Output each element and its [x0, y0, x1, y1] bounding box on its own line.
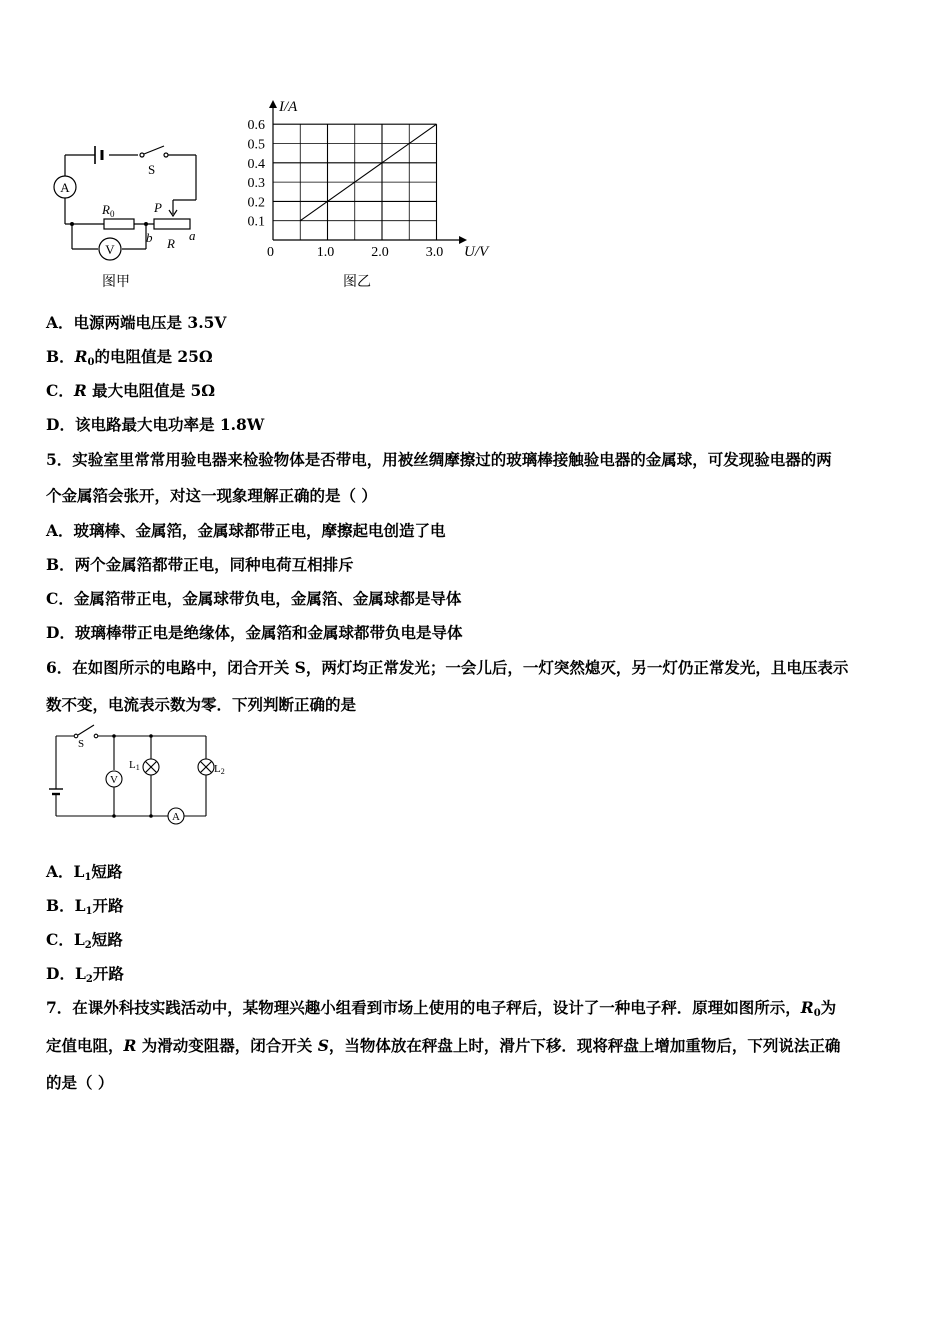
q6-option-b: B．$L_1$开路	[46, 896, 124, 917]
q6-circuit-figure	[44, 722, 234, 832]
q5-option-a: A．玻璃棒、金属箔，金属球都带正电，摩擦起电创造了电	[46, 521, 446, 540]
x-axis-arrow	[459, 236, 467, 244]
end-b-label: b	[146, 230, 153, 245]
y-tick-label: 0.3	[247, 176, 265, 192]
q4-option-d: D．该电路最大电功率是 1.8W	[46, 415, 265, 434]
y-tick-label: 0.2	[247, 195, 265, 211]
ammeter-label: A	[60, 180, 70, 195]
q6-lamp1-label: L1	[129, 759, 140, 772]
end-a-label: a	[189, 228, 196, 243]
q5-stem-line2: 个金属箔会张开，对这一现象理解正确的是（ ）	[46, 486, 377, 505]
q6-stem-line2: 数不变，电流表示数为零．下列判断正确的是	[46, 695, 357, 714]
q6-lamp2-label: L2	[214, 763, 225, 776]
slider-label: P	[154, 200, 162, 215]
q5-option-b: B．两个金属箔都带正电，同种电荷互相排斥	[46, 555, 354, 574]
q5-stem-line1: 5．实验室里常常用验电器来检验物体是否带电，用被丝绸摩擦过的玻璃棒接触验电器的金属球，可发现验电器的两	[46, 450, 832, 469]
iu-series-line	[300, 124, 436, 221]
figure-yi-caption: 图乙	[343, 274, 371, 290]
r0-label: $R_0$	[102, 202, 115, 219]
y-tick-label: 0.1	[247, 214, 265, 230]
q6-voltmeter-label: V	[110, 774, 118, 786]
origin-label: 0	[267, 245, 274, 260]
q5-option-d: D．玻璃棒带正电是绝缘体，金属箔和金属球都带负电是导体	[46, 623, 463, 642]
switch-label: S	[148, 162, 156, 177]
q4-option-b: B．$R_0$的电阻值是 25Ω	[46, 347, 213, 368]
x-tick-label: 2.0	[371, 245, 389, 260]
q4-option-c: C．R 最大电阻值是 5Ω	[46, 381, 216, 400]
q6-ammeter-label: A	[172, 811, 180, 823]
q4-option-a: A．电源两端电压是 3.5V	[46, 313, 227, 332]
q6-option-d: D．$L_2$开路	[46, 964, 124, 985]
rheostat-label: R	[167, 236, 175, 251]
q7-stem-line1: 7．在课外科技实践活动中，某物理兴趣小组看到市场上使用的电子秤后，设计了一种电子秤．原理如图所示，$R_0$为	[46, 998, 837, 1019]
x-tick-label: 1.0	[316, 245, 335, 260]
circuit-figure-jia	[40, 130, 220, 300]
x-tick-label: 3.0	[425, 245, 444, 260]
voltmeter-label: V	[105, 242, 115, 257]
iu-graph-figure-yi	[235, 90, 505, 300]
x-axis-label: U/V	[464, 244, 489, 260]
q6-switch-label: S	[78, 738, 85, 750]
figure-jia-caption: 图甲	[102, 274, 130, 290]
q7-stem-line3: 的是（ ）	[46, 1073, 114, 1092]
q7-stem-line2: 定值电阻，R 为滑动变阻器，闭合开关 S，当物体放在秤盘上时，滑片下移．现将秤盘上增加重物后，下列说法正确	[46, 1036, 841, 1055]
y-axis-label: I/A	[279, 99, 298, 115]
y-tick-label: 0.5	[247, 137, 265, 153]
y-tick-label: 0.4	[247, 156, 265, 172]
q6-stem-line1: 6．在如图所示的电路中，闭合开关 S，两灯均正常发光；一会儿后，一灯突然熄灭，另一灯仍正常发光，且电压表示	[46, 658, 849, 677]
q6-option-a: A．$L_1$短路	[46, 862, 123, 883]
y-axis-arrow	[269, 100, 277, 108]
q6-option-c: C．$L_2$短路	[46, 930, 123, 951]
y-tick-label: 0.6	[247, 118, 265, 134]
q5-option-c: C．金属箔带正电，金属球带负电，金属箔、金属球都是导体	[46, 589, 462, 608]
